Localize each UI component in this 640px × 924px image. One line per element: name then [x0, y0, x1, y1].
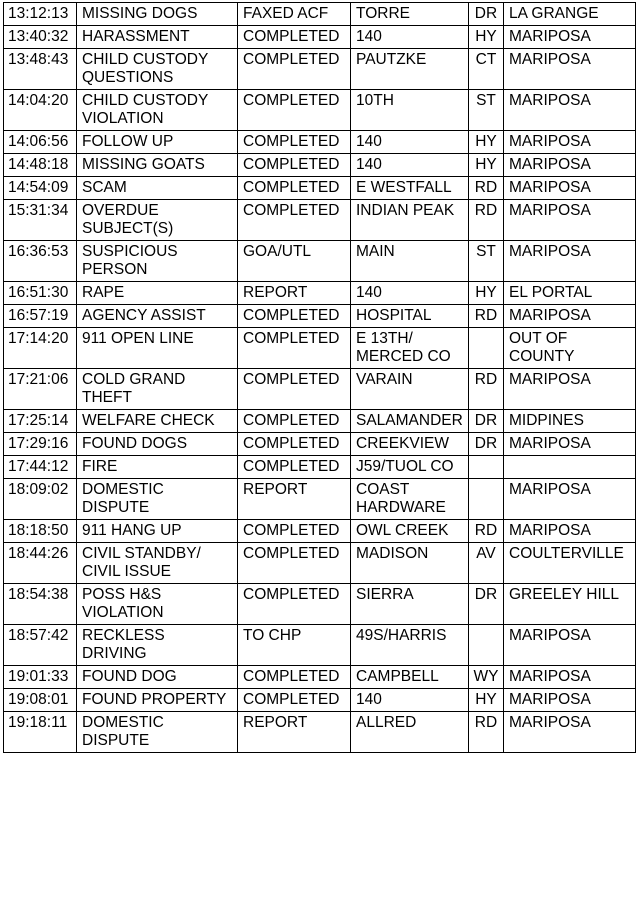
street-suffix-cell — [469, 328, 504, 369]
disposition-cell: COMPLETED — [238, 90, 351, 131]
table-row — [4, 26, 636, 49]
street-cell: E WESTFALL — [351, 177, 469, 200]
street-cell: TORRE — [351, 3, 469, 26]
street-cell: 49S/HARRIS — [351, 625, 469, 666]
city-cell: MARIPOSA — [504, 26, 636, 49]
incident-type-cell: CIVIL STANDBY/ CIVIL ISSUE — [77, 543, 238, 584]
disposition-cell: COMPLETED — [238, 689, 351, 712]
table-row — [4, 433, 636, 456]
time-cell: 16:57:19 — [4, 305, 77, 328]
incident-type-cell: HARASSMENT — [77, 26, 238, 49]
table-row — [4, 456, 636, 479]
disposition-cell: COMPLETED — [238, 49, 351, 90]
street-suffix-cell: HY — [469, 689, 504, 712]
table-row — [4, 369, 636, 410]
street-suffix-cell: HY — [469, 26, 504, 49]
disposition-cell: TO CHP — [238, 625, 351, 666]
street-cell: SALAMANDER — [351, 410, 469, 433]
street-suffix-cell: RD — [469, 305, 504, 328]
disposition-cell: COMPLETED — [238, 520, 351, 543]
incident-type-cell: FOUND PROPERTY — [77, 689, 238, 712]
disposition-cell: COMPLETED — [238, 433, 351, 456]
disposition-cell: REPORT — [238, 282, 351, 305]
time-cell: 19:18:11 — [4, 712, 77, 753]
table-row — [4, 3, 636, 26]
disposition-cell: COMPLETED — [238, 584, 351, 625]
time-cell: 18:57:42 — [4, 625, 77, 666]
city-cell: MARIPOSA — [504, 369, 636, 410]
street-cell: CAMPBELL — [351, 666, 469, 689]
time-cell: 17:14:20 — [4, 328, 77, 369]
time-cell: 18:44:26 — [4, 543, 77, 584]
city-cell: MARIPOSA — [504, 200, 636, 241]
table-row — [4, 543, 636, 584]
time-cell: 16:51:30 — [4, 282, 77, 305]
street-cell: COAST HARDWARE — [351, 479, 469, 520]
incident-log-table — [3, 2, 636, 753]
street-cell: PAUTZKE — [351, 49, 469, 90]
table-row — [4, 689, 636, 712]
street-suffix-cell: AV — [469, 543, 504, 584]
time-cell: 19:08:01 — [4, 689, 77, 712]
disposition-cell: COMPLETED — [238, 543, 351, 584]
street-suffix-cell: RD — [469, 177, 504, 200]
table-row — [4, 282, 636, 305]
street-suffix-cell — [469, 479, 504, 520]
incident-type-cell: CHILD CUSTODY QUESTIONS — [77, 49, 238, 90]
street-suffix-cell: DR — [469, 3, 504, 26]
street-suffix-cell: HY — [469, 154, 504, 177]
incident-type-cell: SUSPICIOUS PERSON — [77, 241, 238, 282]
incident-type-cell: RECKLESS DRIVING — [77, 625, 238, 666]
street-suffix-cell: CT — [469, 49, 504, 90]
street-suffix-cell: ST — [469, 241, 504, 282]
street-cell: J59/TUOL CO — [351, 456, 469, 479]
city-cell: OUT OF COUNTY — [504, 328, 636, 369]
city-cell: MARIPOSA — [504, 712, 636, 753]
disposition-cell: COMPLETED — [238, 26, 351, 49]
disposition-cell: COMPLETED — [238, 131, 351, 154]
city-cell: EL PORTAL — [504, 282, 636, 305]
time-cell: 17:44:12 — [4, 456, 77, 479]
city-cell — [504, 456, 636, 479]
table-row — [4, 410, 636, 433]
street-cell: 140 — [351, 154, 469, 177]
street-suffix-cell: RD — [469, 369, 504, 410]
incident-type-cell: MISSING GOATS — [77, 154, 238, 177]
table-row — [4, 154, 636, 177]
city-cell: MARIPOSA — [504, 154, 636, 177]
table-row — [4, 328, 636, 369]
incident-type-cell: RAPE — [77, 282, 238, 305]
disposition-cell: COMPLETED — [238, 369, 351, 410]
city-cell: COULTERVILLE — [504, 543, 636, 584]
disposition-cell: COMPLETED — [238, 456, 351, 479]
incident-log-body — [4, 3, 636, 753]
street-cell: 140 — [351, 26, 469, 49]
time-cell: 17:29:16 — [4, 433, 77, 456]
time-cell: 13:48:43 — [4, 49, 77, 90]
disposition-cell: COMPLETED — [238, 200, 351, 241]
street-suffix-cell: WY — [469, 666, 504, 689]
city-cell: MARIPOSA — [504, 49, 636, 90]
city-cell: MARIPOSA — [504, 625, 636, 666]
incident-type-cell: FOUND DOGS — [77, 433, 238, 456]
incident-type-cell: POSS H&S VIOLATION — [77, 584, 238, 625]
incident-type-cell: OVERDUE SUBJECT(S) — [77, 200, 238, 241]
disposition-cell: COMPLETED — [238, 305, 351, 328]
street-suffix-cell: HY — [469, 282, 504, 305]
street-cell: E 13TH/ MERCED CO — [351, 328, 469, 369]
table-row — [4, 177, 636, 200]
disposition-cell: COMPLETED — [238, 410, 351, 433]
table-row — [4, 625, 636, 666]
incident-type-cell: SCAM — [77, 177, 238, 200]
street-suffix-cell: RD — [469, 712, 504, 753]
time-cell: 13:12:13 — [4, 3, 77, 26]
table-row — [4, 584, 636, 625]
city-cell: LA GRANGE — [504, 3, 636, 26]
street-suffix-cell — [469, 456, 504, 479]
city-cell: MARIPOSA — [504, 131, 636, 154]
street-cell: SIERRA — [351, 584, 469, 625]
city-cell: MARIPOSA — [504, 241, 636, 282]
street-cell: 140 — [351, 131, 469, 154]
time-cell: 19:01:33 — [4, 666, 77, 689]
city-cell: GREELEY HILL — [504, 584, 636, 625]
time-cell: 16:36:53 — [4, 241, 77, 282]
incident-type-cell: FIRE — [77, 456, 238, 479]
street-cell: HOSPITAL — [351, 305, 469, 328]
city-cell: MARIPOSA — [504, 520, 636, 543]
time-cell: 18:54:38 — [4, 584, 77, 625]
city-cell: MARIPOSA — [504, 689, 636, 712]
incident-type-cell: FOUND DOG — [77, 666, 238, 689]
street-suffix-cell — [469, 625, 504, 666]
disposition-cell: REPORT — [238, 479, 351, 520]
street-suffix-cell: DR — [469, 584, 504, 625]
incident-type-cell: WELFARE CHECK — [77, 410, 238, 433]
city-cell: MARIPOSA — [504, 433, 636, 456]
city-cell: MIDPINES — [504, 410, 636, 433]
incident-type-cell: MISSING DOGS — [77, 3, 238, 26]
incident-type-cell: FOLLOW UP — [77, 131, 238, 154]
time-cell: 13:40:32 — [4, 26, 77, 49]
city-cell: MARIPOSA — [504, 666, 636, 689]
street-suffix-cell: RD — [469, 520, 504, 543]
time-cell: 14:54:09 — [4, 177, 77, 200]
city-cell: MARIPOSA — [504, 90, 636, 131]
street-cell: VARAIN — [351, 369, 469, 410]
table-row — [4, 305, 636, 328]
time-cell: 18:18:50 — [4, 520, 77, 543]
time-cell: 18:09:02 — [4, 479, 77, 520]
incident-type-cell: CHILD CUSTODY VIOLATION — [77, 90, 238, 131]
disposition-cell: GOA/UTL — [238, 241, 351, 282]
street-cell: 140 — [351, 689, 469, 712]
incident-type-cell: 911 HANG UP — [77, 520, 238, 543]
table-row — [4, 520, 636, 543]
table-row — [4, 49, 636, 90]
table-row — [4, 666, 636, 689]
table-row — [4, 712, 636, 753]
table-row — [4, 200, 636, 241]
disposition-cell: FAXED ACF — [238, 3, 351, 26]
time-cell: 14:48:18 — [4, 154, 77, 177]
street-suffix-cell: HY — [469, 131, 504, 154]
street-cell: MADISON — [351, 543, 469, 584]
disposition-cell: COMPLETED — [238, 177, 351, 200]
incident-type-cell: AGENCY ASSIST — [77, 305, 238, 328]
table-row — [4, 241, 636, 282]
time-cell: 15:31:34 — [4, 200, 77, 241]
disposition-cell: REPORT — [238, 712, 351, 753]
incident-type-cell: DOMESTIC DISPUTE — [77, 712, 238, 753]
city-cell: MARIPOSA — [504, 305, 636, 328]
street-suffix-cell: ST — [469, 90, 504, 131]
time-cell: 17:21:06 — [4, 369, 77, 410]
street-cell: 10TH — [351, 90, 469, 131]
street-cell: OWL CREEK — [351, 520, 469, 543]
table-row — [4, 479, 636, 520]
table-row — [4, 131, 636, 154]
table-row — [4, 90, 636, 131]
street-cell: 140 — [351, 282, 469, 305]
street-suffix-cell: DR — [469, 410, 504, 433]
street-cell: INDIAN PEAK — [351, 200, 469, 241]
street-suffix-cell: DR — [469, 433, 504, 456]
disposition-cell: COMPLETED — [238, 666, 351, 689]
incident-type-cell: 911 OPEN LINE — [77, 328, 238, 369]
time-cell: 17:25:14 — [4, 410, 77, 433]
street-cell: ALLRED — [351, 712, 469, 753]
city-cell: MARIPOSA — [504, 479, 636, 520]
disposition-cell: COMPLETED — [238, 328, 351, 369]
time-cell: 14:04:20 — [4, 90, 77, 131]
city-cell: MARIPOSA — [504, 177, 636, 200]
street-cell: CREEKVIEW — [351, 433, 469, 456]
street-suffix-cell: RD — [469, 200, 504, 241]
time-cell: 14:06:56 — [4, 131, 77, 154]
incident-type-cell: DOMESTIC DISPUTE — [77, 479, 238, 520]
street-cell: MAIN — [351, 241, 469, 282]
disposition-cell: COMPLETED — [238, 154, 351, 177]
incident-type-cell: COLD GRAND THEFT — [77, 369, 238, 410]
